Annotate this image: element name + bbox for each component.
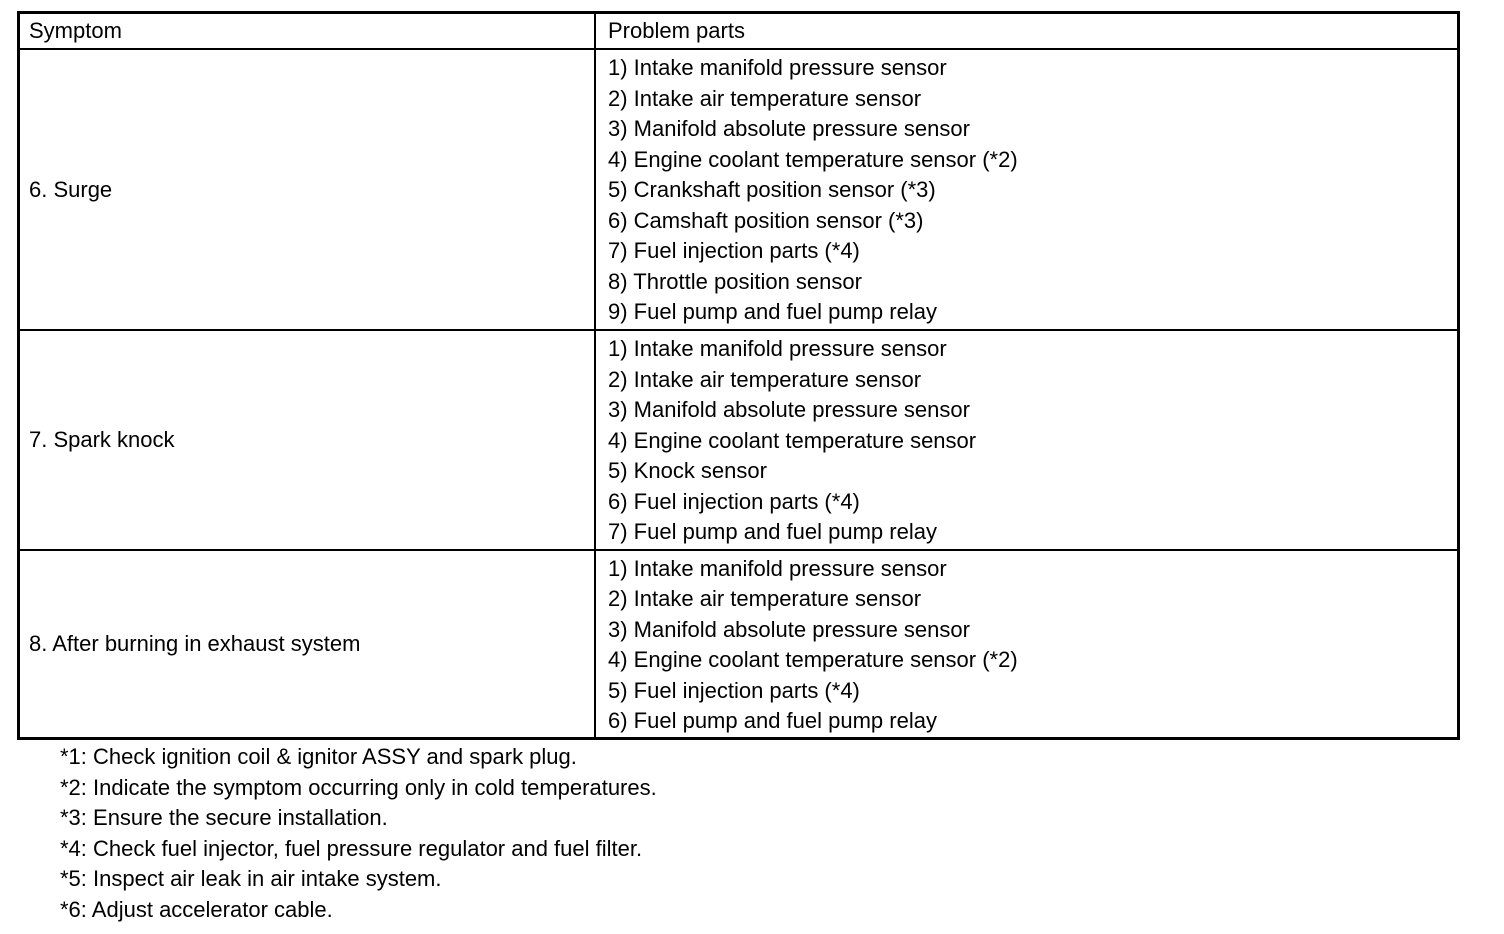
- footnote: *2: Indicate the symptom occurring only in cold temperatures.: [60, 774, 657, 800]
- list-item: 7) Fuel pump and fuel pump relay: [608, 519, 937, 545]
- symptom-cell: 8. After burning in exhaust system: [20, 550, 595, 737]
- list-item: 5) Knock sensor: [608, 458, 767, 484]
- symptom-cell: 7. Spark knock: [20, 330, 595, 550]
- table-row: [20, 330, 1457, 550]
- parts-cell: [595, 550, 1457, 737]
- list-item: 6) Fuel injection parts (*4): [608, 488, 860, 514]
- table-header-row: [20, 14, 1457, 49]
- footnotes: [60, 742, 657, 925]
- list-item: 1) Intake manifold pressure sensor: [608, 336, 947, 362]
- header-symptom: Symptom: [20, 14, 595, 49]
- parts-list: [608, 51, 1457, 328]
- list-item: 2) Intake air temperature sensor: [608, 85, 922, 111]
- list-item: 5) Fuel injection parts (*4): [608, 677, 860, 703]
- list-item: 8) Throttle position sensor: [608, 268, 862, 294]
- list-item: 3) Manifold absolute pressure sensor: [608, 116, 970, 142]
- list-item: 3) Manifold absolute pressure sensor: [608, 616, 970, 642]
- list-item: 6) Camshaft position sensor (*3): [608, 207, 924, 233]
- header-problem-parts: Problem parts: [608, 18, 745, 43]
- parts-cell: [595, 49, 1457, 330]
- footnote: *5: Inspect air leak in air intake system.: [60, 866, 442, 891]
- list-item: 9) Fuel pump and fuel pump relay: [608, 299, 937, 325]
- symptom-table-frame: [17, 11, 1460, 740]
- table-row: [20, 550, 1457, 737]
- symptom-cell: 6. Surge: [20, 49, 595, 330]
- list-item: 7) Fuel injection parts (*4): [608, 238, 860, 264]
- parts-list: [608, 332, 1457, 548]
- footnote: *4: Check fuel injector, fuel pressure regulator and fuel filter.: [60, 835, 643, 861]
- symptom-table: [20, 14, 1457, 737]
- list-item: 6) Fuel pump and fuel pump relay: [608, 708, 937, 733]
- list-item: 1) Intake manifold pressure sensor: [608, 55, 947, 81]
- list-item: 2) Intake air temperature sensor: [608, 366, 922, 392]
- list-item: 3) Manifold absolute pressure sensor: [608, 397, 970, 423]
- footnote: *3: Ensure the secure installation.: [60, 805, 388, 830]
- footnote: *6: Adjust accelerator cable.: [60, 896, 333, 922]
- list-item: 4) Engine coolant temperature sensor (*2): [608, 146, 1018, 172]
- table-row: [20, 49, 1457, 330]
- footnote: *1: Check ignition coil & ignitor ASSY and spark plug.: [60, 744, 577, 769]
- list-item: 2) Intake air temperature sensor: [608, 586, 922, 611]
- parts-list: [608, 552, 1457, 737]
- list-item: 4) Engine coolant temperature sensor (*2): [608, 647, 1018, 672]
- list-item: 1) Intake manifold pressure sensor: [608, 555, 947, 581]
- list-item: 5) Crankshaft position sensor (*3): [608, 177, 936, 203]
- parts-cell: [595, 330, 1457, 550]
- list-item: 4) Engine coolant temperature sensor: [608, 427, 977, 453]
